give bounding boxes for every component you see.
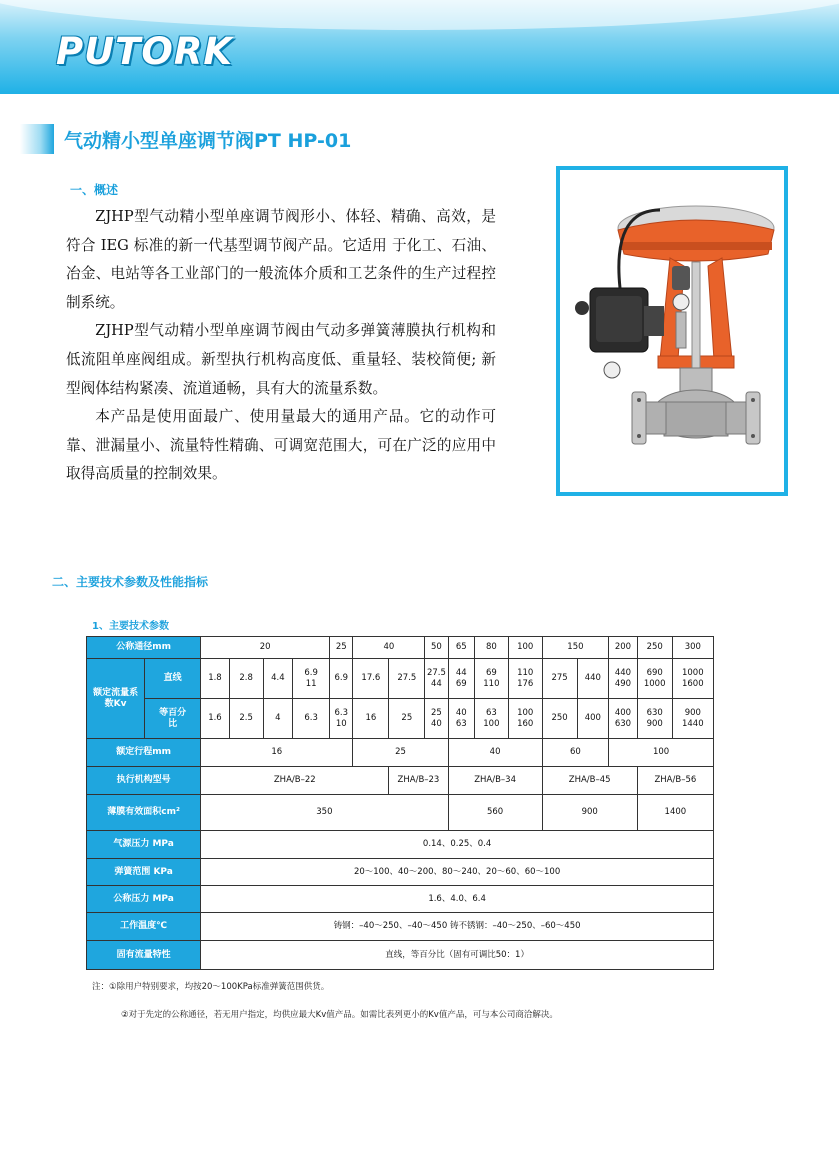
char-label: 固有流量特性 [87, 941, 201, 970]
header-banner [0, 0, 839, 94]
stroke-label: 额定行程mm [87, 739, 201, 767]
table-cell: 17.6 [353, 659, 389, 699]
table-cell: 0.14、0.25、0.4 [201, 831, 714, 859]
temp-label: 工作温度℃ [87, 913, 201, 941]
table-cell: 630 900 [637, 699, 672, 739]
table-cell: 2.8 [229, 659, 263, 699]
table-row [87, 941, 714, 970]
overview-paragraph: ZJHP型气动精小型单座调节阀由气动多弹簧薄膜执行机构和低流阻单座阀组成。新型执行机构高度低、重量轻、装校简便; 新型阀体结构紧凑、流道通畅，具有大的流量系数。 [66, 322, 496, 397]
pn-label: 公称压力 MPa [87, 886, 201, 913]
table-cell: 63 100 [474, 699, 508, 739]
specs-heading: 二、主要技术参数及性能指标 [52, 575, 209, 589]
table-cell: 560 [448, 795, 542, 831]
dn-label: 公称通径mm [87, 637, 201, 659]
table-cell: 900 1440 [672, 699, 713, 739]
table-cell: 6.9 [330, 659, 353, 699]
table-cell: 440 490 [609, 659, 638, 699]
footnote-1: 注：①除用户特别要求，均按20～100KPa标准弹簧范围供货。 [92, 982, 330, 992]
table-cell: 25 [330, 637, 353, 659]
area-label: 薄膜有效面积cm² [87, 795, 201, 831]
table-cell: 40 63 [448, 699, 474, 739]
table-row [87, 859, 714, 886]
table-cell: 2.5 [229, 699, 263, 739]
table-cell: 400 630 [609, 699, 638, 739]
table-row [87, 659, 714, 699]
table-cell: 铸钢：–40～250、–40～450 铸不锈钢：–40～250、–60～450 [201, 913, 714, 941]
table-cell: 65 [448, 637, 474, 659]
overview-paragraph: ZJHP型气动精小型单座调节阀形小、体轻、精确、高效，是符合 IEG 标准的新一代基型调节阀产品。它适用 于化工、石油、冶金、电站等各工业部门的一般流体介质和工艺条件的生产过程控制系统。 [66, 208, 496, 311]
table-cell: 50 [425, 637, 448, 659]
table-cell: 250 [637, 637, 672, 659]
table-cell: 20～100、40～200、80～240、20～60、60～100 [201, 859, 714, 886]
table-cell: ZHA/B–56 [637, 767, 713, 795]
table-cell: ZHA/B–34 [448, 767, 542, 795]
table-cell: 6.3 10 [330, 699, 353, 739]
table-cell: 900 [542, 795, 637, 831]
table-cell: ZHA/B–22 [201, 767, 389, 795]
table-cell: 20 [201, 637, 330, 659]
banner-swoosh [0, 0, 839, 30]
specs-subheading: 1、主要技术参数 [92, 621, 169, 632]
spring-label: 弹簧范围 KPa [87, 859, 201, 886]
product-photo [556, 166, 788, 496]
table-cell: 25 [353, 739, 448, 767]
table-cell: 250 [542, 699, 577, 739]
table-row [87, 831, 714, 859]
footnote-2: ②对于先定的公称通径，若无用户指定，均供应最大Kv值产品。如需比表列更小的Kv值产品，可与本公司商洽解决。 [121, 1010, 558, 1020]
table-row [87, 913, 714, 941]
table-cell: 1.6 [201, 699, 230, 739]
table-cell: 4.4 [263, 659, 293, 699]
table-cell: 25 [389, 699, 425, 739]
table-row [87, 739, 714, 767]
linear-label: 直线 [145, 659, 201, 699]
overview-paragraph: 本产品是使用面最广、使用量最大的通用产品。它的动作可靠、泄漏量小、流量特性精确、可调宽范围大，可在广泛的应用中取得高质量的控制效果。 [66, 408, 496, 483]
actuator-label: 执行机构型号 [87, 767, 201, 795]
table-cell: 40 [353, 637, 425, 659]
spec-table [86, 636, 714, 970]
table-cell: 275 [542, 659, 577, 699]
table-cell: 27.5 44 [425, 659, 448, 699]
table-cell: 1.6、4.0、6.4 [201, 886, 714, 913]
table-cell: 80 [474, 637, 508, 659]
table-cell: 40 [448, 739, 542, 767]
table-cell: 110 176 [508, 659, 542, 699]
table-cell: 100 [609, 739, 714, 767]
table-cell: ZHA/B–45 [542, 767, 637, 795]
supply-label: 气源压力 MPa [87, 831, 201, 859]
table-cell: 200 [609, 637, 638, 659]
table-cell: 27.5 [389, 659, 425, 699]
table-cell: 60 [542, 739, 609, 767]
table-cell: 100 160 [508, 699, 542, 739]
eqpct-label: 等百分比 [145, 699, 201, 739]
table-row [87, 795, 714, 831]
table-cell: 25 40 [425, 699, 448, 739]
overview-body [66, 203, 496, 489]
table-cell: 1000 1600 [672, 659, 713, 699]
table-cell: 16 [201, 739, 353, 767]
table-cell: 350 [201, 795, 448, 831]
table-cell: 1400 [637, 795, 713, 831]
table-cell: 16 [353, 699, 389, 739]
title-accent-bar [20, 124, 54, 154]
table-cell: 69 110 [474, 659, 508, 699]
table-row [87, 637, 714, 659]
table-cell: 150 [542, 637, 609, 659]
table-row [87, 886, 714, 913]
page-title: 气动精小型单座调节阀PT HP-01 [64, 130, 352, 152]
table-cell: 400 [577, 699, 609, 739]
table-cell: 1.8 [201, 659, 230, 699]
brand-logo: PUTORK [56, 30, 234, 73]
table-row [87, 767, 714, 795]
table-cell: 44 69 [448, 659, 474, 699]
table-cell: 440 [577, 659, 609, 699]
table-cell: 直线，等百分比（固有可调比50：1） [201, 941, 714, 970]
table-row [87, 699, 714, 739]
table-cell: ZHA/B–23 [389, 767, 448, 795]
table-cell: 300 [672, 637, 713, 659]
table-cell: 6.3 [293, 699, 330, 739]
table-cell: 4 [263, 699, 293, 739]
overview-heading: 一、概述 [70, 183, 119, 197]
table-cell: 690 1000 [637, 659, 672, 699]
table-cell: 6.9 11 [293, 659, 330, 699]
control-valve-illustration [560, 170, 784, 492]
table-cell: 100 [508, 637, 542, 659]
kv-label: 额定流量系数Kv [87, 659, 145, 739]
